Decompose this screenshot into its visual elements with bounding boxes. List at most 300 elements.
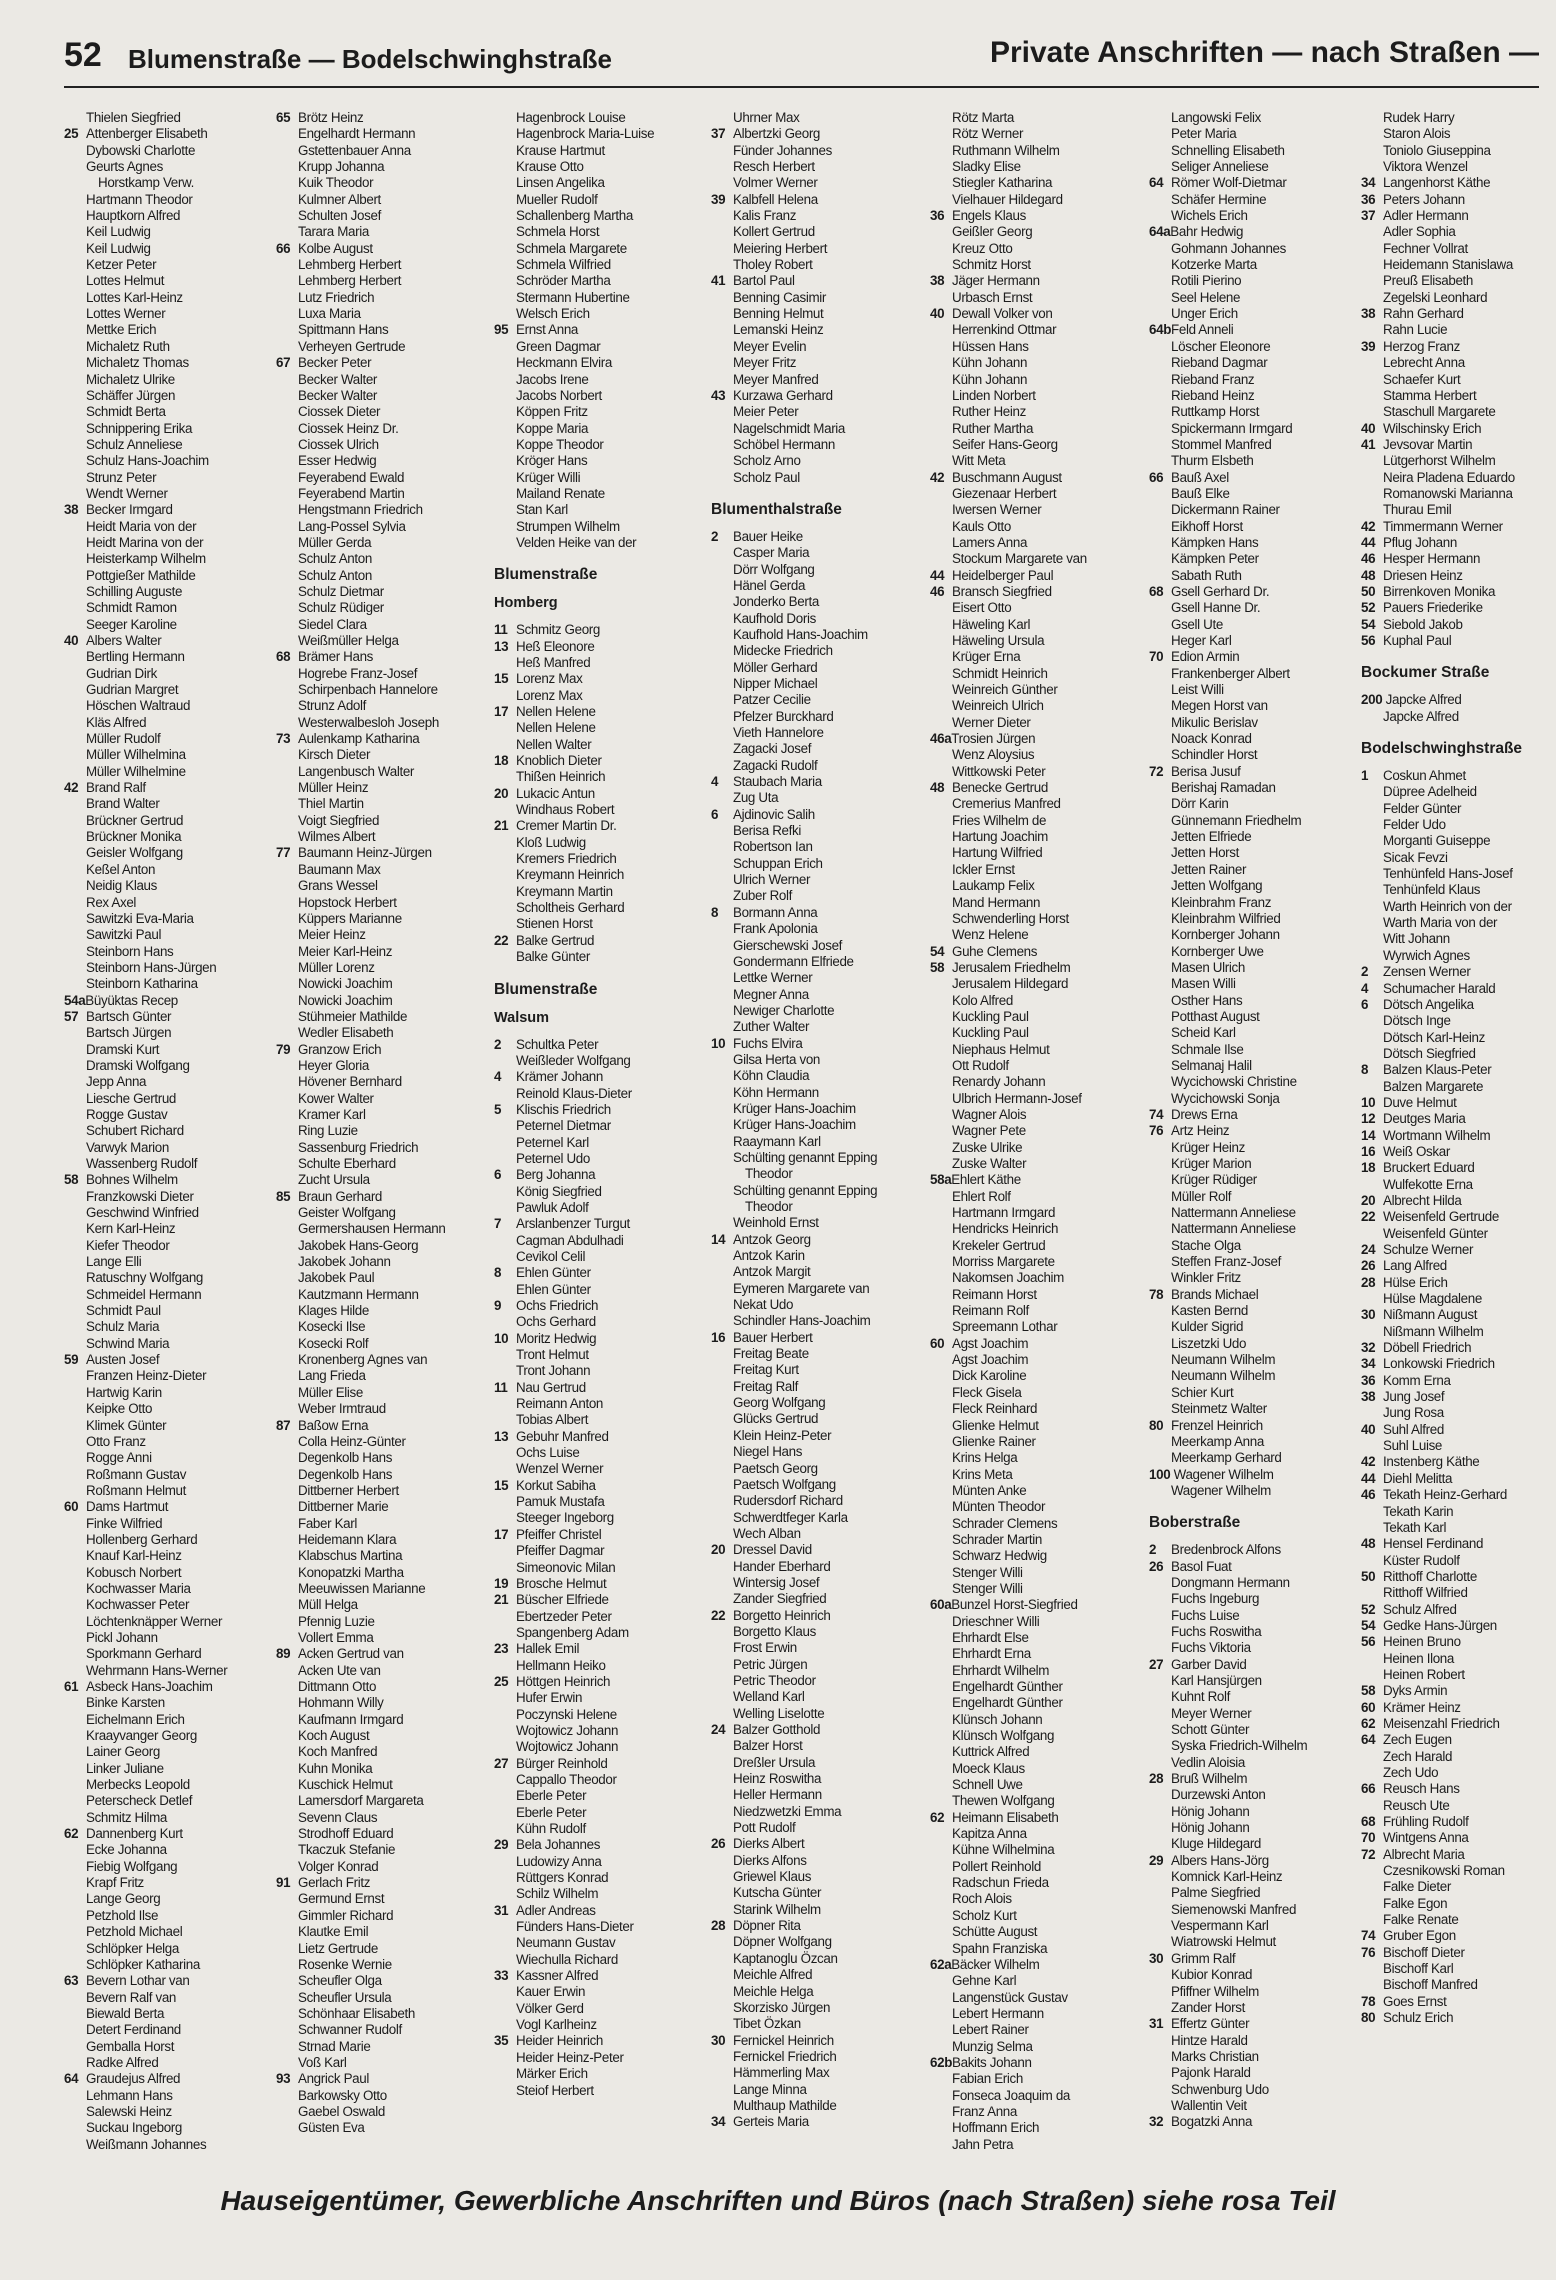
- directory-entry: Scholz Kurt: [952, 1907, 1017, 1923]
- house-number: 66: [1149, 469, 1164, 485]
- directory-entry: Zuber Rolf: [733, 888, 793, 904]
- directory-entry: Franzen Heinz-Dieter: [86, 1368, 207, 1384]
- directory-entry: Kaufhold Hans-Joachim: [733, 626, 868, 642]
- directory-entry: Schulz Rüdiger: [298, 600, 384, 616]
- directory-entry: [1361, 633, 1551, 649]
- directory-entry: Zagacki Rudolf: [733, 757, 818, 773]
- house-number: 35: [494, 2033, 509, 2049]
- directory-entry: [1361, 175, 1551, 191]
- house-number: 60: [1361, 1699, 1376, 1715]
- house-number: 21: [494, 1592, 509, 1608]
- directory-entry: Acken Ute van: [298, 1662, 381, 1678]
- district-heading: Walsum: [494, 1009, 550, 1026]
- directory-entry: [276, 1189, 486, 1205]
- resident-name: Lukacic Antun: [516, 785, 595, 801]
- house-number: 27: [1149, 1656, 1164, 1672]
- directory-entry: Nowicki Joachim: [298, 976, 393, 992]
- directory-entry: Tkaczuk Stefanie: [298, 1842, 396, 1858]
- directory-entry: Rogge Gustav: [86, 1106, 168, 1122]
- directory-entry: Ickler Ernst: [952, 861, 1015, 877]
- directory-entry: Wehrmann Hans-Werner: [86, 1662, 228, 1678]
- directory-entry: [494, 622, 704, 638]
- directory-entry: Krins Helga: [952, 1450, 1018, 1466]
- directory-entry: Lehmberg Herbert: [298, 257, 402, 273]
- directory-entry: Weisenfeld Günter: [1383, 1225, 1488, 1241]
- directory-entry: Steinborn Katharina: [86, 976, 198, 992]
- resident-name: Japcke Alfred: [1382, 692, 1462, 708]
- resident-name: Basol Fuat: [1171, 1558, 1232, 1574]
- directory-column-5: [930, 110, 1140, 2150]
- directory-entry: Lange Elli: [86, 1254, 142, 1270]
- directory-entry: Czesnikowski Roman: [1383, 1863, 1505, 1879]
- directory-entry: Häweling Karl: [952, 616, 1031, 632]
- directory-entry: Kulmner Albert: [298, 191, 381, 207]
- directory-entry: [494, 2033, 704, 2049]
- directory-entry: [1361, 1209, 1551, 1225]
- directory-entry: Roßmann Helmut: [86, 1482, 187, 1498]
- directory-entry: [930, 1597, 1140, 1613]
- directory-entry: Bischoff Manfred: [1383, 1977, 1478, 1993]
- directory-entry: Fünder Johannes: [733, 142, 832, 158]
- directory-entry: Heller Hermann: [733, 1787, 822, 1803]
- resident-name: Korkut Sabiha: [516, 1477, 596, 1493]
- directory-entry: [494, 1331, 704, 1347]
- house-number: 56: [1361, 633, 1376, 648]
- directory-entry: Wulfekotte Erna: [1383, 1176, 1473, 1192]
- directory-entry: Linker Juliane: [86, 1760, 164, 1776]
- directory-entry: Pfelzer Burckhard: [733, 708, 834, 724]
- directory-entry: Hendricks Heinrich: [952, 1221, 1059, 1237]
- house-number: 4: [494, 1069, 502, 1085]
- directory-entry: Ulbrich Hermann-Josef: [952, 1090, 1082, 1106]
- directory-entry: [494, 1216, 704, 1232]
- directory-entry: [494, 753, 704, 769]
- directory-entry: Meier Heinz: [298, 927, 366, 943]
- directory-entry: Palme Siegfried: [1171, 1885, 1261, 1901]
- directory-entry: Krüger Marion: [1171, 1156, 1252, 1171]
- directory-entry: Keipke Otto: [86, 1401, 153, 1417]
- resident-name: Brands Michael: [1171, 1286, 1259, 1302]
- resident-name: Pauers Friederike: [1383, 600, 1483, 616]
- directory-entry: [1361, 1945, 1551, 1961]
- directory-entry: Kämpken Hans: [1171, 534, 1259, 550]
- directory-entry: Schmidt Paul: [86, 1303, 161, 1319]
- house-number: 39: [1361, 338, 1376, 354]
- directory-entry: Seeger Karoline: [86, 616, 177, 632]
- directory-entry: Steeger Ingeborg: [516, 1510, 614, 1526]
- directory-entry: [64, 780, 274, 796]
- directory-entry: Steinborn Hans: [86, 943, 174, 959]
- directory-entry: Reimann Horst: [952, 1286, 1037, 1302]
- directory-entry: Müller Wilhelmina: [86, 747, 186, 763]
- directory-entry: Casper Maria: [733, 545, 810, 561]
- house-number: 89: [276, 1646, 291, 1662]
- resident-name: Albrecht Maria: [1383, 1846, 1465, 1862]
- directory-entry: [1361, 1111, 1551, 1127]
- directory-entry: Klimek Günter: [86, 1417, 167, 1433]
- directory-entry: Munzig Selma: [952, 2038, 1033, 2054]
- directory-entry: Müller Rolf: [1171, 1188, 1232, 1204]
- directory-entry: Meerkamp Gerhard: [1171, 1450, 1282, 1466]
- directory-entry: [1361, 339, 1551, 355]
- directory-entry: [64, 1826, 274, 1842]
- street-heading: Bodelschwinghstraße: [1361, 740, 1523, 758]
- resident-name: Timmermann Werner: [1383, 518, 1503, 534]
- house-number: 40: [1361, 420, 1376, 436]
- resident-name: Klischis Friedrich: [516, 1101, 611, 1117]
- directory-entry: Liesche Gertrud: [86, 1090, 177, 1106]
- directory-entry: [276, 649, 486, 665]
- directory-entry: Stan Karl: [516, 502, 568, 518]
- directory-entry: Knauf Karl-Heinz: [86, 1548, 182, 1564]
- directory-entry: Wycichowski Sonja: [1171, 1090, 1280, 1106]
- house-number: 72: [1361, 1846, 1376, 1862]
- house-number: 13: [494, 638, 509, 654]
- directory-entry: Pawluk Adolf: [516, 1199, 589, 1215]
- directory-entry: Kleinbrahm Wilfried: [1171, 910, 1281, 926]
- directory-entry: [64, 1973, 274, 1989]
- directory-entry: Ochs Gerhard: [516, 1314, 596, 1330]
- directory-entry: Berishaj Ramadan: [1171, 780, 1276, 796]
- directory-entry: Fleck Gisela: [952, 1384, 1022, 1400]
- directory-entry: Gaebel Oswald: [298, 2103, 386, 2119]
- resident-name: Schmitz Georg: [516, 622, 601, 638]
- directory-entry: [64, 126, 274, 142]
- directory-entry: Hövener Bernhard: [298, 1074, 402, 1090]
- resident-name: Ochs Friedrich: [516, 1298, 599, 1313]
- directory-entry: Kläs Alfred: [86, 714, 147, 730]
- directory-entry: Völker Gerd: [516, 2000, 584, 2016]
- house-number: 26: [711, 1836, 726, 1852]
- directory-entry: Krüger Erna: [952, 649, 1021, 665]
- directory-entry: Schwenburg Udo: [1171, 2081, 1269, 2097]
- house-number: 59: [64, 1352, 79, 1368]
- house-number: 36: [930, 208, 945, 224]
- directory-entry: Kleinbrahm Franz: [1171, 894, 1272, 910]
- directory-entry: [1361, 1700, 1551, 1716]
- resident-name: Hensel Ferdinand: [1383, 1536, 1484, 1552]
- directory-entry: Schülting genannt Epping: [733, 1149, 878, 1165]
- directory-entry: [64, 1499, 274, 1515]
- house-number: 21: [494, 818, 509, 834]
- resident-name: Jung Josef: [1383, 1389, 1445, 1405]
- resident-name: Zensen Werner: [1383, 964, 1471, 980]
- resident-name: Bischoff Dieter: [1383, 1944, 1465, 1960]
- directory-entry: [1149, 764, 1359, 780]
- resident-name: Pflug Johann: [1383, 534, 1457, 550]
- directory-entry: Wassenberg Rudolf: [86, 1156, 198, 1171]
- directory-entry: [1361, 1160, 1551, 1176]
- directory-entry: Stühmeier Mathilde: [298, 1008, 408, 1024]
- directory-entry: Ehrhardt Else: [952, 1629, 1029, 1645]
- directory-entry: Renardy Johann: [952, 1074, 1046, 1090]
- resident-name: Suhl Alfred: [1383, 1421, 1444, 1437]
- resident-name: Asbeck Hans-Joachim: [86, 1679, 213, 1694]
- house-number: 30: [1149, 1950, 1164, 1966]
- resident-name: Frühling Rudolf: [1383, 1814, 1469, 1830]
- directory-entry: Lainer Georg: [86, 1744, 160, 1760]
- directory-entry: Weinreich Ulrich: [952, 698, 1044, 714]
- directory-entry: Liszetzki Udo: [1171, 1335, 1247, 1351]
- directory-entry: Lietz Gertrude: [298, 1940, 378, 1956]
- directory-entry: Lamersdorf Margareta: [298, 1793, 424, 1809]
- directory-entry: [1361, 421, 1551, 437]
- directory-entry: Tront Johann: [516, 1363, 591, 1379]
- directory-entry: Schönhaar Elisabeth: [298, 2005, 415, 2021]
- house-number: 38: [930, 273, 945, 289]
- house-number: 10: [711, 1035, 726, 1051]
- directory-entry: Brückner Monika: [86, 829, 182, 845]
- resident-name: Heß Eleonore: [516, 638, 595, 654]
- house-number: 40: [64, 633, 79, 648]
- resident-name: Ritthoff Charlotte: [1383, 1568, 1477, 1584]
- directory-entry: Varwyk Marion: [86, 1139, 170, 1155]
- directory-entry: [711, 529, 921, 545]
- house-number: 13: [494, 1428, 509, 1444]
- directory-entry: Fuchs Viktoria: [1171, 1640, 1251, 1656]
- directory-entry: Masen Ulrich: [1171, 959, 1245, 975]
- directory-entry: Tholey Robert: [733, 257, 813, 273]
- directory-entry: Brand Walter: [86, 796, 160, 812]
- directory-entry: Vieth Hannelore: [733, 725, 824, 741]
- directory-entry: Sassenburg Friedrich: [298, 1139, 419, 1155]
- resident-name: Albrecht Hilda: [1383, 1192, 1462, 1208]
- directory-entry: Weißleder Wolfgang: [516, 1052, 631, 1068]
- directory-entry: Nipper Michael: [733, 676, 818, 691]
- directory-entry: Küster Rudolf: [1383, 1552, 1460, 1568]
- directory-entry: Kuckling Paul: [952, 1025, 1029, 1041]
- directory-entry: Nattermann Anneliese: [1171, 1221, 1296, 1237]
- directory-entry: Schröder Martha: [516, 273, 611, 289]
- resident-name: Becker Irmgard: [86, 502, 173, 518]
- directory-entry: Schilz Wilhelm: [516, 1886, 599, 1902]
- house-number: 64b: [1149, 322, 1172, 338]
- directory-entry: Krüger Hans-Joachim: [733, 1100, 856, 1116]
- directory-entry: Reinold Klaus-Dieter: [516, 1085, 632, 1101]
- directory-entry: Wyrwich Agnes: [1383, 947, 1470, 963]
- house-number: 15: [494, 671, 509, 687]
- directory-entry: Gstettenbauer Anna: [298, 142, 411, 158]
- house-number: 33: [494, 1968, 509, 1984]
- resident-name: Zech Eugen: [1383, 1732, 1452, 1748]
- resident-name: Brötz Heinz: [298, 110, 364, 125]
- directory-entry: [494, 1641, 704, 1657]
- directory-entry: Müll Helga: [298, 1597, 358, 1613]
- directory-entry: [276, 1875, 486, 1891]
- directory-entry: Lutz Friedrich: [298, 289, 375, 305]
- resident-name: Komm Erna: [1383, 1372, 1451, 1388]
- directory-entry: Fuchs Ingeburg: [1171, 1591, 1260, 1607]
- directory-entry: Dybowski Charlotte: [86, 142, 196, 158]
- directory-entry: Baumann Max: [298, 861, 381, 877]
- directory-entry: Zug Uta: [733, 790, 779, 806]
- directory-entry: Grans Wessel: [298, 878, 378, 894]
- directory-entry: Kremers Friedrich: [516, 851, 617, 867]
- resident-name: Kolbe August: [298, 240, 373, 256]
- resident-name: Reusch Hans: [1383, 1781, 1460, 1797]
- directory-entry: [1149, 1771, 1359, 1787]
- directory-entry: Drieschner Willi: [952, 1613, 1040, 1629]
- directory-entry: [930, 208, 1140, 224]
- directory-entry: Tarara Maria: [298, 224, 369, 240]
- house-number: 46: [1361, 1487, 1376, 1503]
- directory-entry: Möller Gerhard: [733, 659, 818, 675]
- directory-entry: [930, 1810, 1140, 1826]
- directory-entry: Schallenberg Martha: [516, 208, 633, 224]
- directory-entry: Schott Günter: [1171, 1722, 1250, 1737]
- directory-entry: Meier Peter: [733, 404, 799, 420]
- resident-name: Ehlert Käthe: [951, 1172, 1021, 1188]
- directory-entry: Meier Karl-Heinz: [298, 943, 393, 959]
- resident-name: Lang Alfred: [1383, 1258, 1447, 1274]
- directory-entry: Voß Karl: [298, 2054, 347, 2070]
- directory-entry: Meichle Alfred: [733, 1967, 813, 1983]
- house-number: 32: [1361, 1340, 1376, 1356]
- house-number: 70: [1361, 1830, 1376, 1846]
- directory-entry: Becker Walter: [298, 387, 378, 403]
- directory-entry: Fechner Vollrat: [1383, 240, 1468, 256]
- house-number: 20: [494, 785, 509, 801]
- directory-entry: Marks Christian: [1171, 2048, 1259, 2064]
- house-number: 37: [1361, 208, 1376, 224]
- resident-name: Gruber Egon: [1383, 1928, 1456, 1944]
- resident-name: Instenberg Käthe: [1383, 1454, 1480, 1470]
- house-number: 50: [1361, 1568, 1376, 1584]
- resident-name: Artz Heinz: [1171, 1123, 1230, 1139]
- directory-entry: Starink Wilhelm: [733, 1901, 821, 1917]
- directory-entry: Lebrecht Anna: [1383, 355, 1465, 371]
- directory-entry: Eisert Otto: [952, 600, 1012, 616]
- directory-entry: Wallentin Veit: [1171, 2097, 1247, 2113]
- directory-entry: Gudrian Dirk: [86, 665, 157, 681]
- house-number: 11: [494, 1379, 508, 1395]
- house-number: 58: [930, 959, 945, 975]
- directory-entry: Kaptanoglu Özcan: [733, 1950, 838, 1966]
- house-number: 29: [494, 1837, 509, 1853]
- house-number: 64: [1149, 175, 1164, 191]
- directory-entry: Meeuwissen Marianne: [298, 1580, 426, 1596]
- directory-entry: Dötsch Siegfried: [1383, 1045, 1476, 1061]
- directory-entry: Rudek Harry: [1383, 110, 1455, 125]
- directory-entry: Lütgerhorst Wilhelm: [1383, 453, 1496, 469]
- directory-entry: Green Dagmar: [516, 338, 601, 354]
- directory-entry: Schmela Wilfried: [516, 257, 611, 273]
- directory-entry: Mikulic Berislav: [1171, 714, 1258, 730]
- house-number: 64: [1361, 1732, 1376, 1748]
- directory-entry: Ebertzeder Peter: [516, 1608, 612, 1624]
- directory-columns: [64, 110, 1544, 2150]
- directory-entry: Agst Joachim: [952, 1352, 1029, 1368]
- directory-entry: Kower Walter: [298, 1090, 374, 1106]
- directory-entry: Hartmann Irmgard: [952, 1205, 1056, 1221]
- directory-entry: Winkler Fritz: [1171, 1270, 1241, 1286]
- directory-entry: Müller Lorenz: [298, 959, 375, 975]
- directory-entry: [1361, 535, 1551, 551]
- house-number: 62a: [930, 1956, 952, 1972]
- directory-entry: Karl Hansjürgen: [1171, 1672, 1262, 1688]
- house-number: 74: [1361, 1928, 1376, 1944]
- directory-entry: Gehne Karl: [952, 1973, 1017, 1989]
- directory-entry: Zuske Ulrike: [952, 1139, 1023, 1155]
- directory-column-6: [1149, 110, 1359, 2150]
- resident-name: Gebuhr Manfred: [516, 1428, 609, 1444]
- house-number: 73: [276, 731, 291, 747]
- directory-entry: Nellen Helene: [516, 720, 596, 736]
- house-number: 31: [1149, 2016, 1164, 2032]
- directory-entry: [494, 1380, 704, 1396]
- directory-entry: Fonseca Joaquim da: [952, 2087, 1071, 2103]
- directory-entry: König Siegfried: [516, 1183, 602, 1199]
- house-number: 22: [494, 932, 509, 948]
- directory-entry: Kuckling Paul: [952, 1008, 1029, 1024]
- directory-entry: Ciossek Ulrich: [298, 436, 379, 452]
- directory-entry: Niegel Hans: [733, 1444, 803, 1460]
- house-number: 12: [1361, 1111, 1376, 1127]
- directory-entry: Lange Minna: [733, 2081, 807, 2097]
- directory-entry: Colla Heinz-Günter: [298, 1433, 406, 1449]
- resident-name: Baumann Heinz-Jürgen: [298, 845, 432, 861]
- directory-entry: Krapf Fritz: [86, 1875, 144, 1891]
- directory-entry: Klein Heinz-Peter: [733, 1427, 832, 1443]
- house-number: 41: [711, 273, 726, 289]
- directory-entry: [1361, 1781, 1551, 1797]
- resident-name: Ernst Anna: [516, 322, 579, 338]
- directory-entry: Müller Wilhelmine: [86, 763, 186, 779]
- resident-name: Arslanbenzer Turgut: [516, 1216, 630, 1232]
- directory-entry: Müller Rudolf: [86, 731, 161, 747]
- directory-entry: Heinz Roswitha: [733, 1771, 822, 1787]
- directory-entry: [1361, 1928, 1551, 1944]
- directory-entry: Wittkowski Peter: [952, 763, 1046, 779]
- directory-entry: Engelhardt Günther: [952, 1695, 1063, 1711]
- directory-entry: Wiechulla Richard: [516, 1951, 618, 1967]
- directory-entry: Rogge Anni: [86, 1450, 152, 1466]
- directory-entry: Mueller Rudolf: [516, 191, 598, 207]
- directory-entry: [494, 1069, 704, 1085]
- resident-name: Büyüktas Recep: [85, 992, 178, 1008]
- directory-entry: Klabschus Martina: [298, 1548, 403, 1564]
- house-number: 34: [1361, 175, 1376, 191]
- resident-name: Bauer Herbert: [733, 1329, 813, 1345]
- directory-entry: Skorzisko Jürgen: [733, 1999, 831, 2015]
- resident-name: Gerteis Maria: [733, 2114, 809, 2130]
- directory-entry: Hollenberg Gerhard: [86, 1531, 198, 1547]
- directory-entry: [494, 1037, 704, 1053]
- directory-entry: Küppers Marianne: [298, 910, 402, 926]
- house-number: 38: [1361, 306, 1376, 322]
- directory-entry: Seel Helene: [1171, 289, 1241, 305]
- directory-entry: Volmer Werner: [733, 175, 818, 191]
- resident-name: Deutges Maria: [1383, 1111, 1466, 1127]
- resident-name: Langenhorst Käthe: [1383, 175, 1491, 191]
- directory-entry: [1361, 1732, 1551, 1748]
- directory-entry: [1361, 1095, 1551, 1111]
- directory-entry: [1149, 322, 1359, 338]
- directory-entry: [494, 933, 704, 949]
- house-number: 2: [1149, 1542, 1157, 1558]
- resident-name: Heidelberger Paul: [952, 567, 1054, 583]
- resident-name: Dierks Albert: [733, 1836, 805, 1852]
- directory-entry: Heger Karl: [1171, 633, 1232, 648]
- directory-entry: Pottgießer Mathilde: [86, 567, 196, 583]
- directory-entry: Berisa Refki: [733, 823, 801, 839]
- directory-entry: Schmidt Heinrich: [952, 665, 1048, 681]
- directory-entry: Jepp Anna: [86, 1074, 147, 1090]
- directory-entry: Kautzmann Hermann: [298, 1286, 419, 1302]
- directory-entry: [1149, 1542, 1359, 1558]
- directory-entry: [711, 774, 921, 790]
- directory-entry: [1361, 1569, 1551, 1585]
